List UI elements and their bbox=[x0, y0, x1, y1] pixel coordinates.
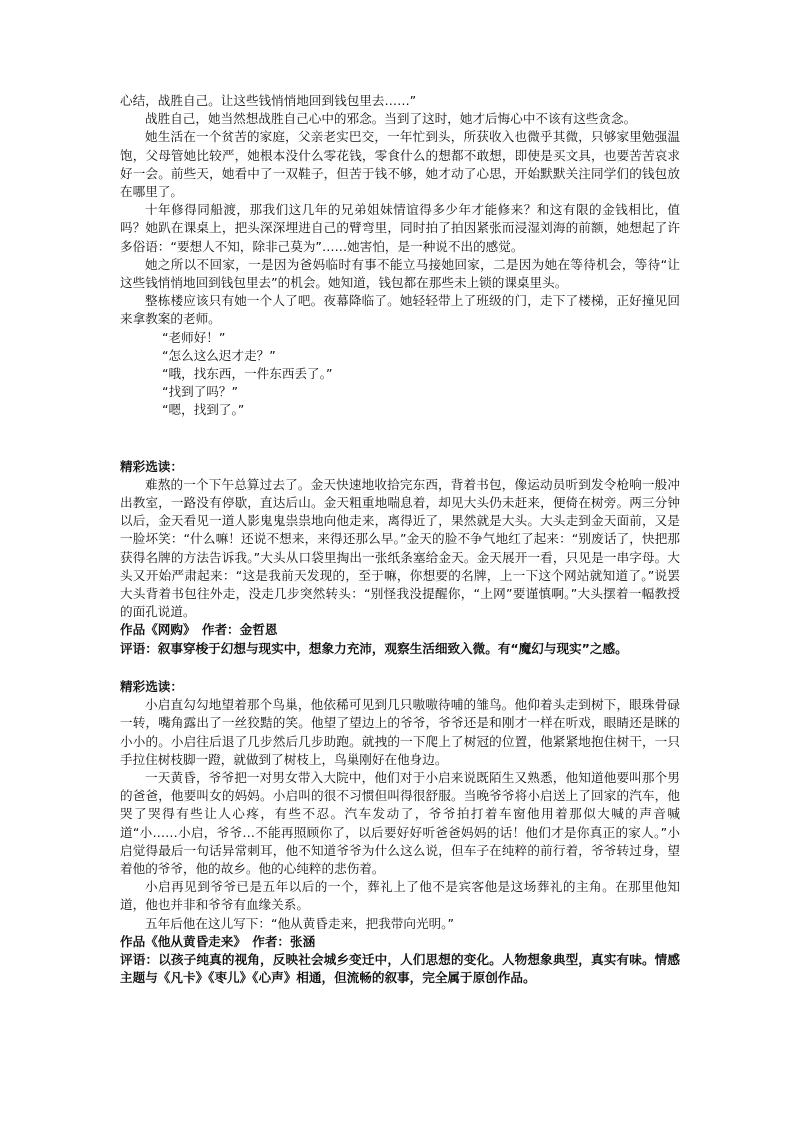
dialog-line: “嗯，找到了。” bbox=[162, 402, 245, 418]
excerpt-body: 小启再见到爷爷已是五年以后的一个，葬礼上了他不是宾客他是这场葬礼的主角。在那里他知道，他也并非和爷爷有血缘关系。 bbox=[120, 879, 680, 913]
work-title: 作品《他从黄昏走来》 作者：张涵 bbox=[120, 933, 316, 949]
document-page bbox=[120, 92, 680, 987]
story-paragraph: 心结，战胜自己。让这些钱悄悄地回到钱包里去……” bbox=[120, 93, 417, 108]
dialog-line: “怎么这么迟才走？” bbox=[162, 347, 276, 363]
review-comment: 评语：叙事穿梭于幻想与现实中，想象力充沛，观察生活细致入微。有“魔幻与现实”之感。 bbox=[120, 640, 628, 656]
excerpt-body: 难熬的一个下午总算过去了。金天快速地收拾完东西，背着书包，像运动员听到发令枪响一般冲出教室，一路没有停歇，直达后山。金天粗重地喘息着，却见大头仍未赶来，便倚在树旁。两三分钟以后，金天看见一道人影鬼鬼祟祟地向他走来，离得近了，果然就是大头。大头走到金天面前，又是一脸坏笑：“什么嘛！还说不想来，来得还那么早。”金天的脸不争气地红了起来：“别废话了，快把那获得名牌的方法告诉我。”大头从口袋里掏出一张纸条塞给金天。金天展开一看，只见是一串字母。大头又开始严肃起来：“这是我前天发现的，至于嘛，你想要的名牌，上一下这个网站就知道了。”说罢大头背着书包往外走，没走几步突然转头：“别怪我没提醒你，“上网”要谨慎啊。”大头摆着一幅教授的面孔说道。 bbox=[120, 476, 680, 620]
excerpt-heading: 精彩选读： bbox=[120, 458, 183, 474]
excerpt-body: 五年后他在这儿写下：“他从黄昏走来，把我带向光明。” bbox=[145, 915, 454, 931]
story-paragraph: 十年修得同船渡，那我们这几年的兄弟姐妹情谊得多少年才能修来？和这有限的金钱相比，值吗？她趴在课桌上，把头深深埋进自己的臂弯里，同时拍了拍因紧张而浸湿刘海的前额，她想起了许多俗语：“要想人不知，除非己莫为”……她害怕，是一种说不出的感觉。 bbox=[120, 202, 680, 254]
dialog-line: “找到了吗？” bbox=[162, 384, 239, 400]
excerpt-body: 一天黄昏，爷爷把一对男女带入大院中，他们对于小启来说既陌生又熟悉，他知道他要叫那个男的爸爸，他要叫女的妈妈。小启叫的很不习惯但叫得很舒服。当晚爷爷将小启送上了回家的汽车，他哭了哭得有些让人心疼，有些不忍。汽车发动了，爷爷拍打着车窗他用着那似大喊的声音喊道“小……小启，爷爷…不能再照顾你了，以后要好好听爸爸妈妈的话！他们才是你真正的家人。”小启觉得最后一句话异常刺耳，他不知道爷爷为什么这么说，但车子在纯粹的前行着，爷爷转过身，望着他的爷爷，他的故乡。他的心纯粹的悲伤着。 bbox=[120, 769, 680, 876]
work-title: 作品《网购》 作者：金哲恩 bbox=[120, 622, 278, 638]
story-paragraph: 战胜自己，她当然想战胜自己心中的邪念。当到了这时，她才后悔心中不该有这些贪念。 bbox=[145, 111, 637, 127]
story-paragraph: 整栋楼应该只有她一个人了吧。夜幕降临了。她轻轻带上了班级的门，走下了楼梯，正好撞见回来拿教案的老师。 bbox=[120, 293, 680, 327]
excerpt-heading: 精彩选读： bbox=[120, 678, 183, 694]
excerpt-body: 小启直勾勾地望着那个鸟巢，他依稀可见到几只嗷嗷待哺的雏鸟。他仰着头走到树下，眼珠骨碌一转，嘴角露出了一丝狡黠的笑。他望了望边上的爷爷，爷爷还是和刚才一样在听戏，眼睛还是眯的小小的。小启往后退了几步然后几步助跑。就拽的一下爬上了树冠的位置，他紧紧地抱住树干，一只手拉住树枝脚一蹬，就做到了树枝上，鸟巢刚好在他身边。 bbox=[120, 697, 680, 767]
dialog-line: “哦，找东西，一件东西丢了。” bbox=[162, 366, 333, 382]
dialog-line: “老师好！” bbox=[162, 329, 226, 345]
story-paragraph: 她之所以不回家，一是因为爸妈临时有事不能立马接她回家，二是因为她在等待机会，等待“让这些钱悄悄地回到钱包里去”的机会。她知道，钱包都在那些未上锁的课桌里头。 bbox=[120, 256, 680, 291]
story-paragraph: 她生活在一个贫苦的家庭，父亲老实巴交，一年忙到头，所获收入也微乎其微，只够家里勉强温饱，父母管她比较严，她根本没什么零花钱，零食什么的想都不敢想，即使是买文具，也要苦苦哀求好一会。前些天，她看中了一双鞋子，但苦于钱不够，她才动了心思，开始默默关注同学们的钱包放在哪里了。 bbox=[120, 129, 680, 200]
review-comment: 评语：以孩子纯真的视角，反映社会城乡变迁中，人们思想的变化。人物想象典型，真实有味。情感主题与《凡卡》《枣儿》《心声》相通，但流畅的叙事，完全属于原创作品。 bbox=[120, 951, 680, 986]
